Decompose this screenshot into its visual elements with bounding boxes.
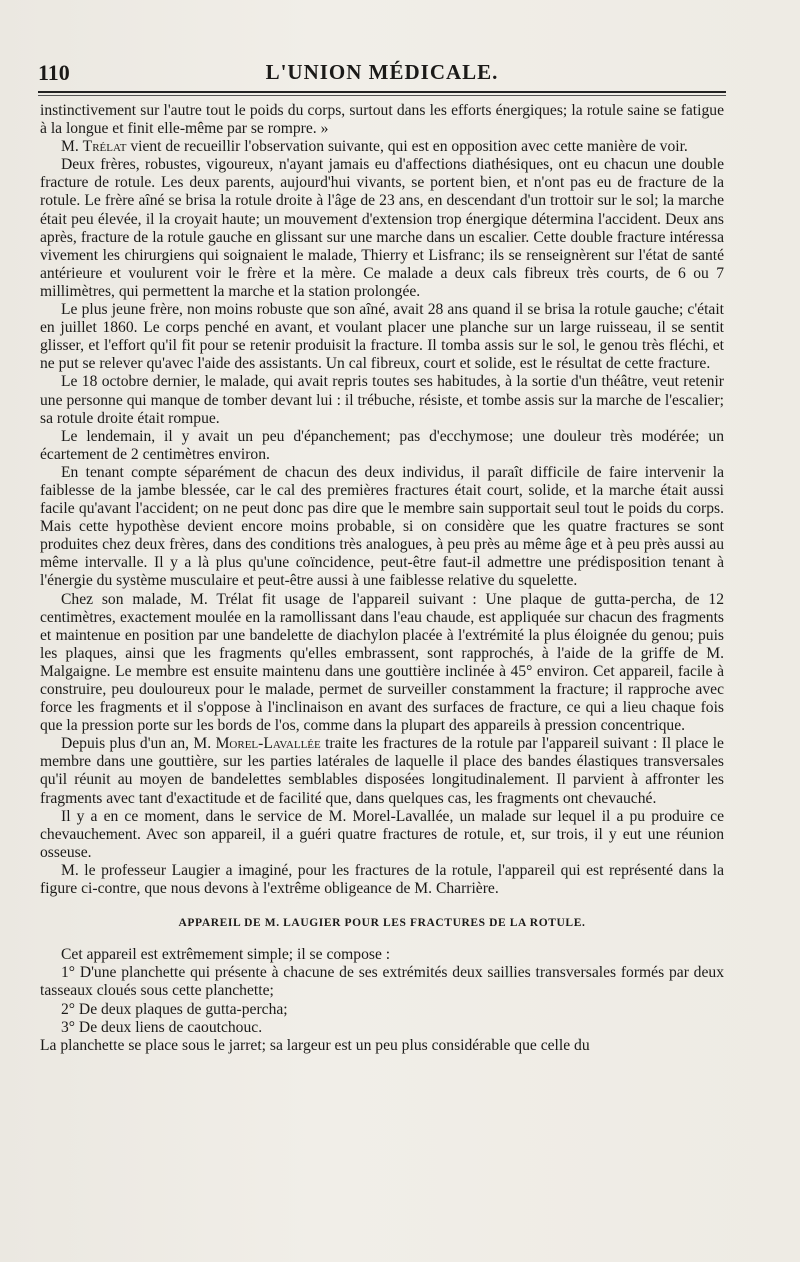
paragraph: Le plus jeune frère, non moins robuste que son aîné, avait 28 ans quand il se brisa la rotule gauche; c'était en juillet 1860. Le corps penché en avant, et voulant placer une planche sur un large ruisseau, il se sentit glisser, et l'effort qu'il fit pour se retenir produisit la fracture. Il tomba assis sur le sol, le genou très fléchi, et ne put se relever qu'avec l'aide des assistants. Un cal fibreux, court et solide, est le résultat de cette fracture. — [40, 301, 724, 373]
paragraph-text: traite les fractures de la rotule par l'appareil suivant : Il place le membre dans une gouttière, sur les parties latérales de laquelle il place des bandes élastiques transversales qu'il réunit au moyen de bandelettes semblables disposées longitudinalement. Il parvient à affronter les fragments avec tant d'exactitude et de facilité que, dans quelques cas, les fragments ont chevauché. — [40, 735, 724, 807]
paragraph: Le lendemain, il y avait un peu d'épanchement; pas d'ecchymose; une douleur très modérée; un écartement de 2 centimètres environ. — [40, 427, 724, 463]
figure-title: APPAREIL DE M. LAUGIER POUR LES FRACTURES DE LA ROTULE. — [178, 917, 586, 930]
paragraph: Il y a en ce moment, dans le service de M. Morel-Lavallée, un malade sur lequel il a pu produire ce chevauchement. Avec son appareil, il a guéri quatre fractures de rotule, et, sur trois, il y eut une réunion osseuse. — [40, 807, 724, 861]
paragraph-lead: Depuis plus d'un an, M. — [61, 735, 212, 753]
paragraph: Deux frères, robustes, vigoureux, n'ayant jamais eu d'affections diathésiques, ont eu chacun une double fracture de rotule. Les deux parents, aujourd'hui vivants, se portent bien, et n'ont pas eu de fracture de la rotule. Le frère aîné se brisa la rotule droite à l'âge de 23 ans, en descendant d'un trottoir sur le sol; la marche était peu élevée, il la croyait haute; un mouvement d'extension trop énergique détermina l'accident. Deux ans après, fracture de la rotule gauche en glissant sur une marche dans un escalier. Cette double fracture intéressa vivement les chirurgiens qui soignaient le malade, Thierry et Lisfranc; ils se renseignèrent sur l'état de santé antérieure et voulurent voir le frère et la mère. Ce malade a deux cals fibreux très courts, de 6 ou 7 millimètres, qui permettent la marche et la station prolongée. — [40, 156, 724, 300]
paragraph: instinctivement sur l'autre tout le poids du corps, surtout dans les efforts énergiques; la rotule saine se fatigue à la longue et finit elle-même par se rompre. » — [40, 102, 724, 138]
paragraph: En tenant compte séparément de chacun des deux individus, il paraît difficile de faire intervenir la faiblesse de la jambe blessée, car le cal des premières fractures était court, solide, et la marche était aussi facile qu'avant l'accident; on ne peut donc pas dire que le membre sain supportait seul tout le poids du corps. Mais cette hypothèse devient encore moins probable, si on considère que les quatre fractures se sont produites chez deux frères, dans des conditions très analogues, à peu près au même âge et à peu près aussi au même intervalle. Il y a là plus qu'une coïncidence, peut-être faut-il admettre une prédisposition tenant à l'énergie du système musculaire et peut-être aussi à une faiblesse relative du squelette. — [40, 463, 724, 590]
speaker-name: Trélat — [82, 138, 127, 156]
speaker-prefix: M. — [61, 138, 79, 156]
list-item: 3° De deux liens de caoutchouc. — [61, 1018, 263, 1036]
paragraph — [40, 735, 724, 807]
list-item: 1° D'une planchette qui présente à chacune de ses extrémités deux saillies transversales formés par deux tasseaux cloués sous cette planchette; — [40, 964, 724, 1000]
header-rule — [38, 91, 726, 96]
paragraph: M. le professeur Laugier a imaginé, pour les fractures de la rotule, l'appareil qui est représenté dans la figure ci-contre, que nous devons à l'extrême obligeance de M. Charrière. — [40, 861, 724, 898]
list-item: 2° De deux plaques de gutta-percha; — [61, 1000, 288, 1018]
paragraph — [40, 138, 724, 156]
component-list — [40, 964, 724, 1036]
paragraph-text: vient de recueillir l'observation suivante, qui est en opposition avec cette manière de voir. — [130, 138, 688, 156]
paragraph: Chez son malade, M. Trélat fit usage de l'appareil suivant : Une plaque de gutta-percha, de 12 centimètres, exactement moulée en la ramollissant dans l'eau chaude, est appliquée sur chacun des fragments et maintenue en position par une bandelette de diachylon placée à l'extrémité la plus éloignée du genou; puis les plaques, ainsi que les fragments qu'elles embrassent, sont rapprochés, à l'aide de la griffe de M. Malgaigne. Le membre est ensuite maintenu dans une gouttière inclinée à 45° environ. Cet appareil, facile à construire, peu douloureux pour le malade, permet de surveiller constamment la fracture; il rapproche avec force les fragments et il s'oppose à l'inclinaison en avant des surfaces de fracture, ce qui a lieu chaque fois que la pression porte sur les bords de l'os, comme dans la plupart des appareils à pression concentrique. — [40, 590, 724, 735]
surgeon-name: Morel-Lavallée — [215, 735, 321, 753]
paragraph: Le 18 octobre dernier, le malade, qui avait repris toutes ses habitudes, à la sortie d'un théâtre, veut retenir une personne qui manque de tomber devant lui : il trébuche, résiste, et tombe assis sur la marche de l'escalier; sa rotule droite était rompue. — [40, 373, 724, 427]
paragraph: Cet appareil est extrêmement simple; il se compose : — [61, 946, 391, 964]
paragraph: La planchette se place sous le jarret; sa largeur est un peu plus considérable que celle du — [40, 1036, 590, 1054]
running-title: L'UNION MÉDICALE. — [265, 60, 499, 84]
article-body — [40, 102, 724, 1055]
page-number: 110 — [38, 60, 70, 85]
page-header — [38, 56, 726, 90]
